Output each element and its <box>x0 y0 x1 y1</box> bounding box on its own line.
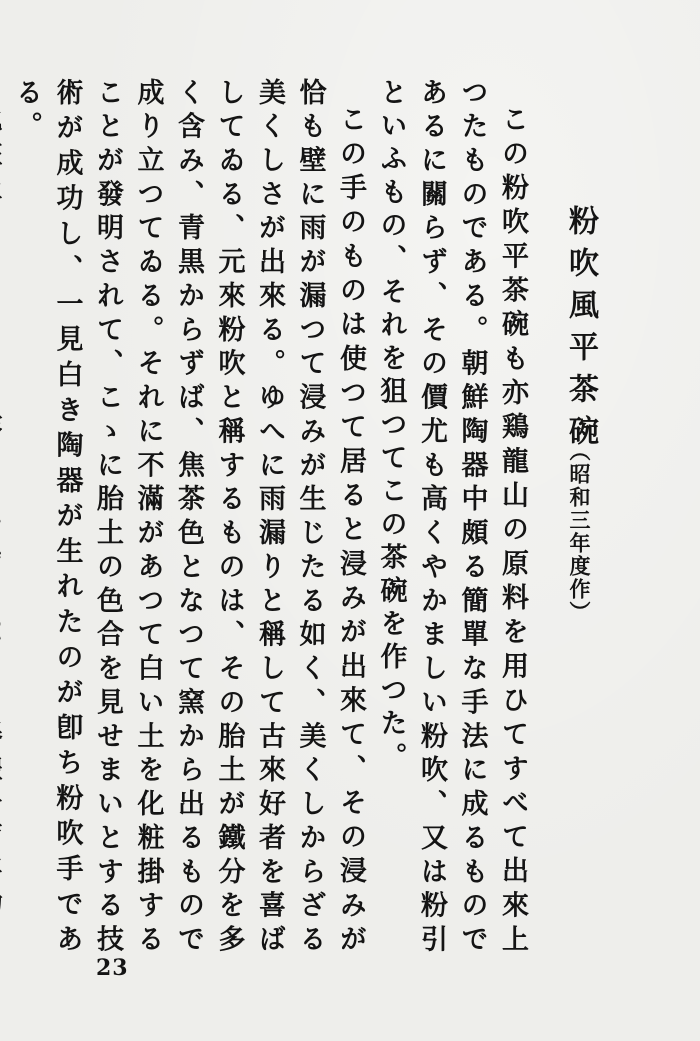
page-subtitle: （昭和三年度作） <box>567 440 592 624</box>
paragraph-1: この粉吹平茶碗も亦鶏龍山の原料を用ひてすべて出來上つたものである。朝鮮陶器中頗る簡單な手法に成るものであるに關らず、その價尤も高くやかましい粉吹、又は粉引といふもの、それを狙つてこの茶碗を作つた。 <box>375 78 528 958</box>
paragraph-3 <box>0 78 6 958</box>
page-number: 23 <box>96 955 129 981</box>
body-text <box>11 78 532 958</box>
paragraph-2: この手のものは使つて居ると浸みが出來て、その浸みが恰も壁に雨が漏つて浸みが生じたる如く、美くしからざる美くしさが出來る。ゆへに雨漏りと稱して古來好者を喜ばしてゐる、元來粉吹と稱するものは、その胎土が鐵分を多く含み、青黒からずば、焦茶色となつて窯から出るもので成り立つてゐる。それに不滿があつて白い土を化粧掛することが發明されて、こゝに胎土の色合を見せまいとする技術が成功し、一見白き陶器が生れたのが卽ち粉吹手である。 <box>11 78 366 958</box>
page-title: 粉吹風平茶碗 <box>563 205 598 457</box>
title-block <box>558 205 602 457</box>
